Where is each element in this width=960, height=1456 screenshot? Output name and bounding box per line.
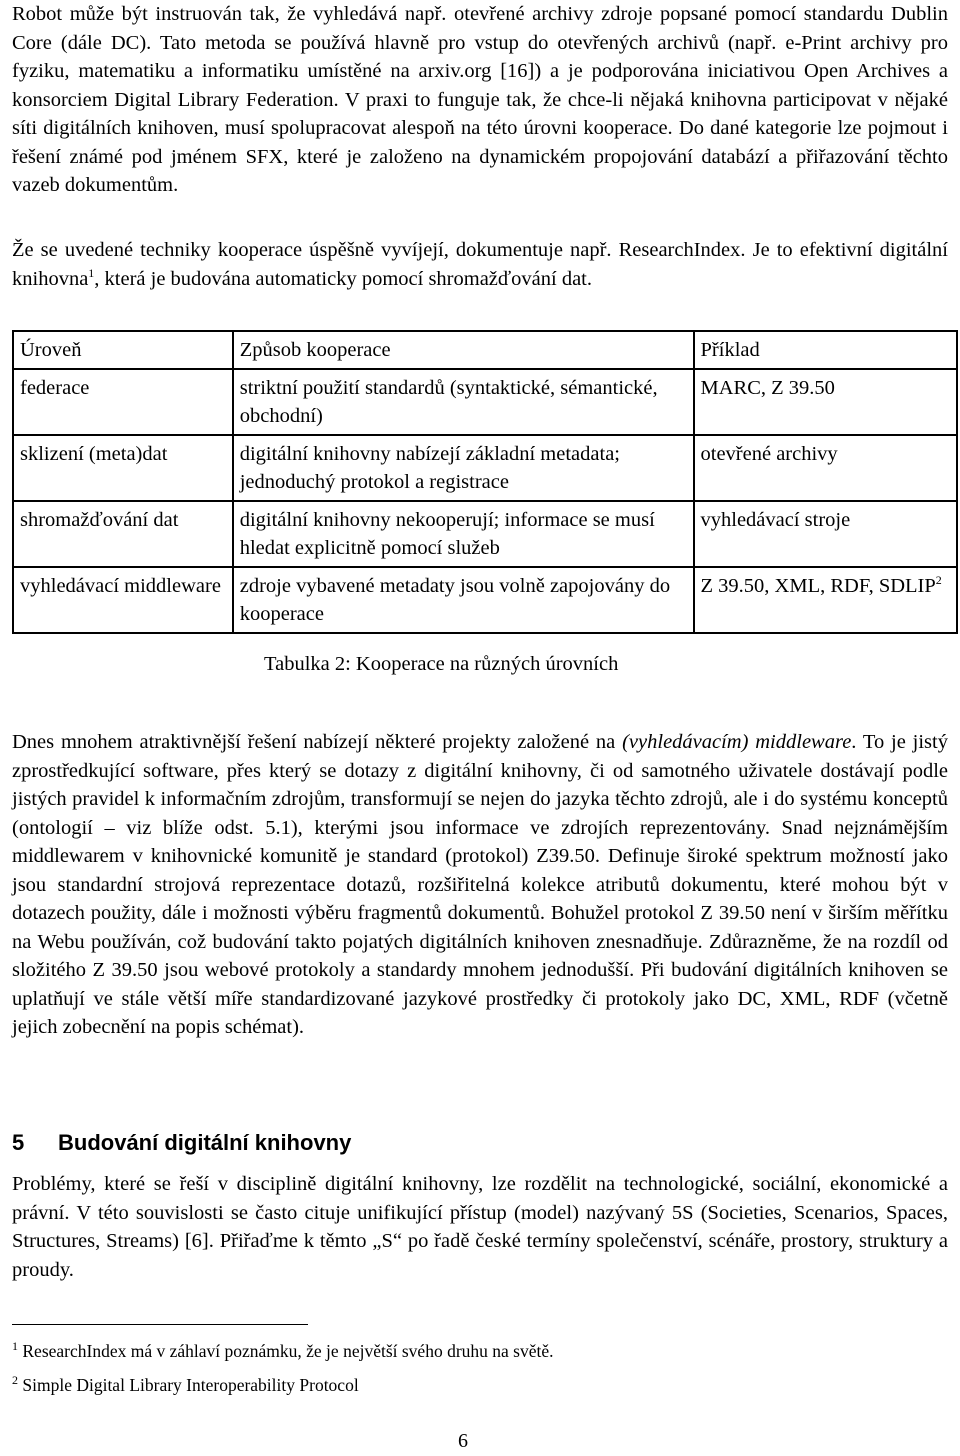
footnote-2 bbox=[12, 1374, 359, 1396]
cell-example bbox=[694, 501, 957, 567]
cell-level: shromažďování dat bbox=[13, 501, 233, 567]
section-title: Budování digitální knihovny bbox=[58, 1130, 352, 1155]
header-level: Úroveň bbox=[13, 331, 233, 369]
paragraph-problems: Problémy, které se řeší v disciplině digitální knihovny, lze rozdělit na technologické, sociální, ekonomické a právní. V této souvislosti se často cituje unifikující přístup (model) nazývaný 5S (Societies, Scenarios, Spaces, Structures, Streams) [6]. Přiřaďme k těmto „S“ po řadě české termíny společenství, scénáře, prostory, struktury a proudy. bbox=[12, 1173, 948, 1281]
section-heading bbox=[12, 1128, 351, 1158]
cell-level: vyhledávací middleware bbox=[13, 567, 233, 633]
cell-method: digitální knihovny nekooperují; informace se musí hledat explicitně pomocí služeb bbox=[233, 501, 694, 567]
cell-example bbox=[694, 435, 957, 501]
cooperation-table bbox=[12, 330, 958, 634]
cell-example-text: MARC, Z 39.50 bbox=[700, 376, 835, 399]
paragraph-middleware bbox=[12, 728, 948, 1042]
cell-method: digitální knihovny nabízejí základní metadata; jednoduchý protokol a registrace bbox=[233, 435, 694, 501]
cell-method: zdroje vybavené metadaty jsou volně zapojovány do kooperace bbox=[233, 567, 694, 633]
table-row bbox=[13, 501, 957, 567]
cell-example-text: vyhledávací stroje bbox=[700, 508, 851, 531]
footnote-ref-2[interactable]: 2 bbox=[935, 572, 942, 587]
section-number: 5 bbox=[12, 1130, 25, 1155]
footnote-number: 1 bbox=[12, 1339, 18, 1354]
footnote-text: ResearchIndex má v záhlaví poznámku, že je největší svého druhu na světě. bbox=[22, 1341, 554, 1361]
paragraph-text: Dnes mnohem atraktivnější řešení nabízejí některé projekty založené na bbox=[12, 731, 623, 753]
cell-example bbox=[694, 369, 957, 435]
header-method: Způsob kooperace bbox=[233, 331, 694, 369]
cell-method: striktní použití standardů (syntaktické, sémantické, obchodní) bbox=[233, 369, 694, 435]
page-number: 6 bbox=[458, 1430, 468, 1452]
footnote-1 bbox=[12, 1340, 554, 1362]
cell-example bbox=[694, 567, 957, 633]
paragraph-text: , která je budována automaticky pomocí shromažďování dat. bbox=[94, 267, 592, 290]
cell-example-text: Z 39.50, XML, RDF, SDLIP bbox=[700, 574, 936, 597]
footnote-text: Simple Digital Library Interoperability Protocol bbox=[22, 1375, 359, 1395]
footnote-ref-1[interactable]: 1 bbox=[88, 265, 95, 280]
table-row bbox=[13, 435, 957, 501]
footnote-number: 2 bbox=[12, 1373, 18, 1388]
cell-level: sklizení (meta)dat bbox=[13, 435, 233, 501]
paragraph-text: . To je jistý zprostředkující software, přes který se dotazy z digitální knihovny, či od samotného uživatele dostávají podle jistých pravidel k informačním zdrojům, transformují se nejen do jazyka těchto zdrojů, ale i do systému konceptů (ontologií – viz blíže odst. 5.1), kterými jsou informace ve zdrojích reprezentovány. Snad nejznámějším middlewarem v knihovnické komunitě je standard (protokol) Z39.50. Definuje široké spektrum možností jako jsou standardní strojová reprezentace dotazů, rozšiřitelná kolekce atributů dokumentu, které mohou být v dotazech použity, dále i možnosti výběru fragmentů dokumentů. Bohužel protokol Z 39.50 není v širším měřítku na Webu používán, což budování takto pojatých digitálních knihoven znesnadňuje. Zdůrazněme, že na rozdíl od složitého Z 39.50 jsou webové protokoly a standardy mnohem jednodušší. Při budování digitálních knihoven se uplatňují ve stále větší míře standardizované jazykové prostředky či protokoly jako DC, XML, RDF (včetně jejich zobecnění na popis schémat). bbox=[12, 731, 948, 1038]
cell-example-text: otevřené archivy bbox=[700, 442, 838, 465]
paragraph-text: Robot může být instruován tak, že vyhledává např. otevřené archivy zdroje popsané pomocí standardu Dublin Core (dále DC). Tato metoda se používá hlavně pro vstup do otevřených archivů (např. e-Print archivy pro fyziku, matematiku a informatiku umístěné na arxiv.org [16]) a je podporována iniciativou Open Archives a konsorciem Digital Library Federation. V praxi to funguje tak, že chce-li nějaká knihovna participovat v nějaké síti digitálních knihoven, musí spolupracovat alespoň na této úrovni kooperace. Do dané kategorie lze pojmout i řešení známé pod jménem SFX, které je založeno na dynamickém propojování databází a přiřazování těchto vazeb dokumentům. bbox=[12, 3, 948, 196]
table-row bbox=[13, 369, 957, 435]
paragraph-open-archives bbox=[12, 0, 948, 200]
italic-term: (vyhledávacím) middleware bbox=[622, 731, 852, 753]
paragraph-text: Že se uvedené techniky kooperace úspěšně vyvíjejí, dokumentuje např. ResearchIndex. Je to efektivní digitální knihovna bbox=[12, 239, 948, 290]
paragraph-researchindex bbox=[12, 236, 948, 293]
footnote-divider bbox=[12, 1324, 308, 1325]
table-caption: Tabulka 2: Kooperace na různých úrovních bbox=[264, 653, 619, 675]
header-example: Příklad bbox=[694, 331, 957, 369]
table-header-row bbox=[13, 331, 957, 369]
cell-level: federace bbox=[13, 369, 233, 435]
table-row bbox=[13, 567, 957, 633]
